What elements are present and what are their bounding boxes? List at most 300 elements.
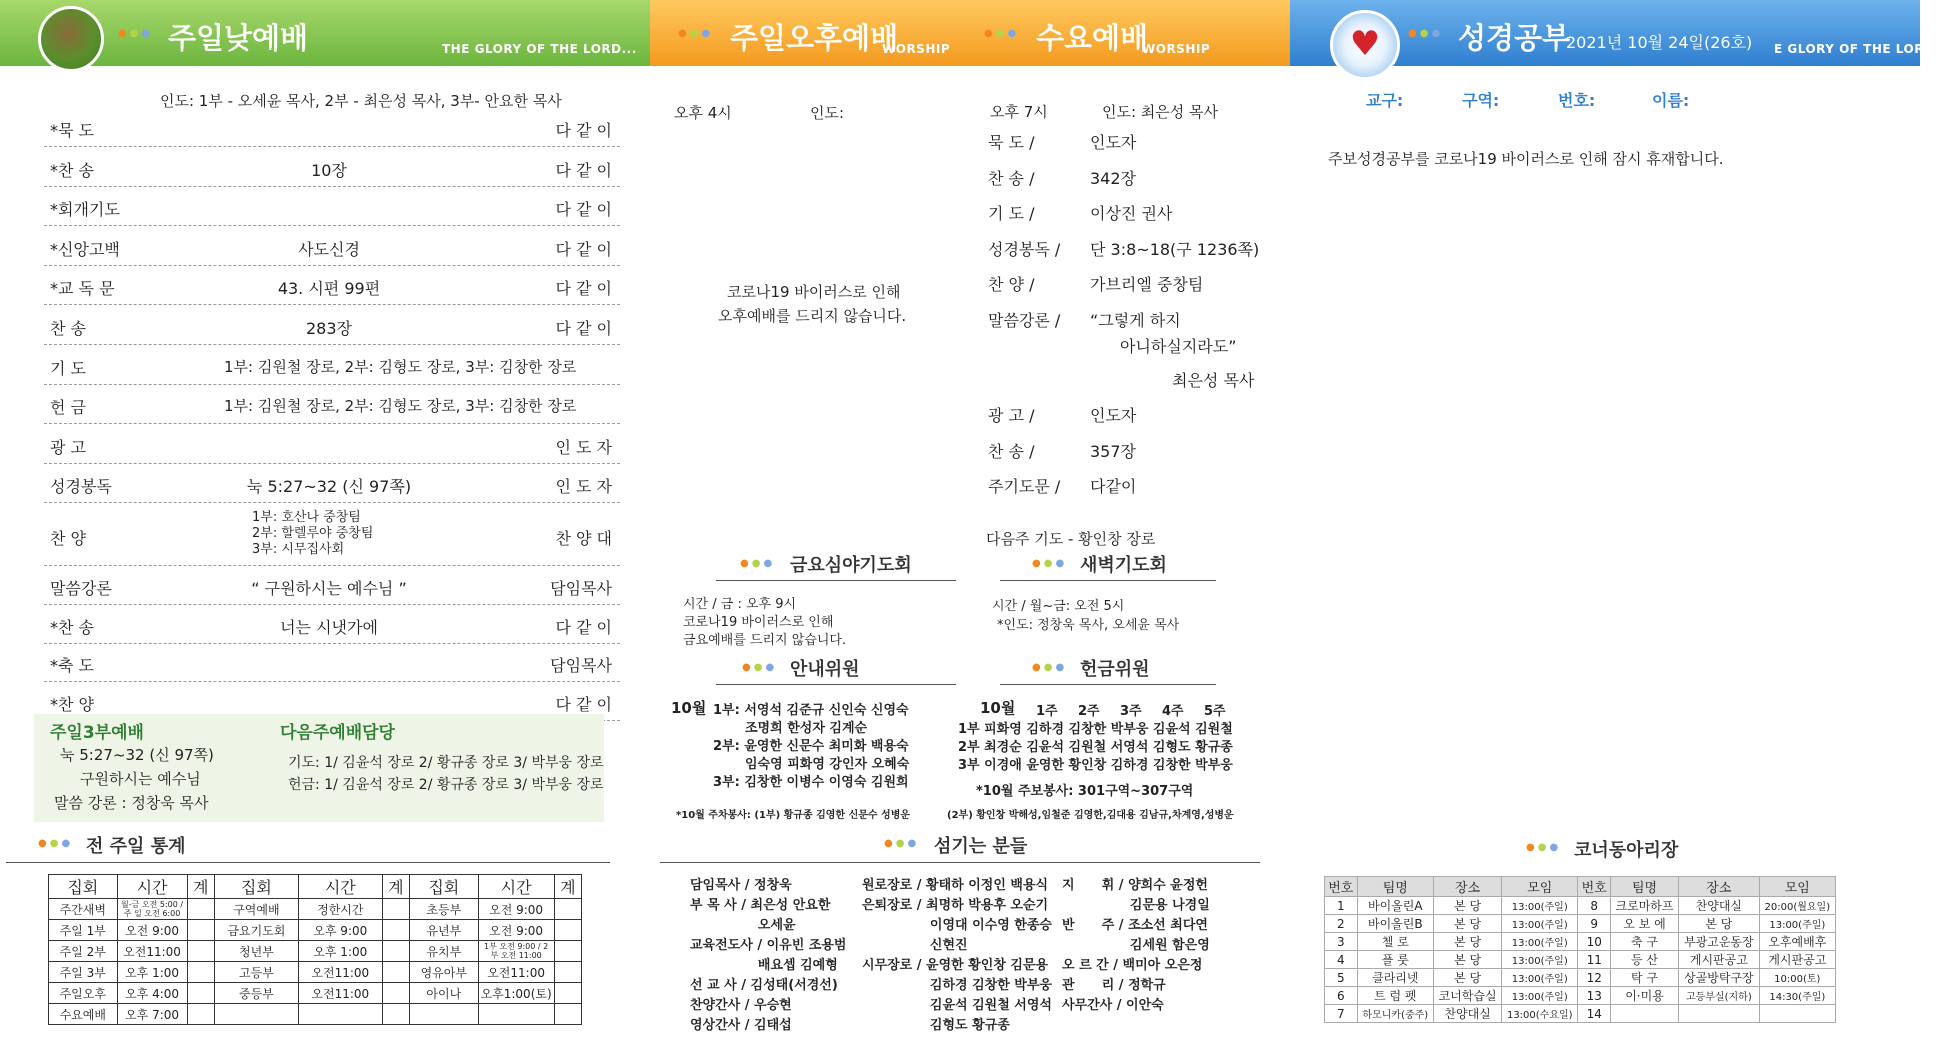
order-content: 10장 [311, 160, 347, 180]
servant-line: 배요셉 김예형 [690, 958, 838, 973]
table-row [49, 962, 582, 983]
clubs-cell: 2 [1325, 915, 1358, 933]
servant-line: 이영대 이수영 한종승 [862, 918, 1052, 933]
stats-cell [554, 920, 581, 941]
order-label: 말씀강론 [50, 579, 112, 598]
stats-cell: 오전11:00 [298, 962, 382, 983]
servant-line: 원로장로 / 황태하 이정인 백용식 [862, 878, 1049, 893]
wednesday-subtitle: WORSHIP [1142, 42, 1211, 56]
servant-line: 김형도 황규종 [862, 1018, 1010, 1033]
clubs-cell: 크로마하프 [1610, 897, 1678, 915]
table-row [1325, 933, 1836, 951]
bible-subtitle: E GLORY OF THE LORD... [1774, 42, 1950, 56]
clubs-header-cell: 장소 [1434, 877, 1502, 897]
clubs-cell: 13:00(주일) [1502, 915, 1578, 933]
table-row [49, 983, 582, 1004]
stats-cell: 오전 9:00 [478, 920, 554, 941]
third-service-speaker: 말씀 강론 : 정창욱 목사 [54, 794, 209, 812]
next-week-offering: 헌금: 1/ 김윤석 장로 2/ 황규종 장로 3/ 박부웅 장로 [288, 777, 604, 793]
clubs-cell: 게시판공고 [1679, 951, 1760, 969]
clubs-cell: 플 룻 [1357, 951, 1433, 969]
praise-team-line: 1부: 호산나 중창팀 [252, 510, 361, 525]
stats-cell: 유치부 [410, 941, 479, 962]
afternoon-notice: 코로나19 바이러스로 인해 [727, 283, 901, 301]
order-who: 다 같 이 [555, 279, 612, 299]
clubs-cell: 13:00(주일) [1502, 897, 1578, 915]
stats-cell: 오후1:00(토) [478, 983, 554, 1004]
afternoon-title: 주일오후예배 [730, 21, 899, 55]
wednesday-order-label: 성경봉독 / [988, 239, 1061, 259]
servant-line: 은퇴장로 / 최명하 박용후 오순기 [862, 898, 1049, 913]
divider [6, 862, 610, 863]
stats-cell: 주일 2부 [49, 941, 118, 962]
offering-bulletin: *10월 주보봉사: 301구역~307구역 [976, 784, 1194, 799]
order-row [44, 346, 620, 385]
clubs-cell: 14 [1578, 1005, 1611, 1023]
divider [1000, 580, 1216, 581]
praise-teams [252, 510, 373, 558]
afternoon-header [650, 0, 1290, 66]
deco-dots: ●●● [1526, 842, 1562, 853]
stats-header-cell: 시간 [117, 875, 187, 899]
offering-parking: (2부) 황인창 박해성,임철준 김영한,김대용 김남규,차계영,성병운 [947, 810, 1234, 821]
servant-line: 선 교 사 / 김성태(서경선) [690, 978, 838, 993]
field-number: 번호: [1558, 91, 1596, 110]
wednesday-time: 오후 7시 [990, 103, 1048, 121]
clubs-cell: 6 [1325, 987, 1358, 1005]
friday-time: 시간 / 금 : 오후 9시 [683, 597, 797, 612]
servants-title: 섬기는 분들 [934, 836, 1028, 857]
divider [660, 862, 1260, 863]
order-label: 성경봉독 [50, 477, 112, 497]
stats-cell [554, 1004, 581, 1025]
stats-cell: 주일 3부 [49, 962, 118, 983]
stats-cell: 아이나 [410, 983, 479, 1004]
offering-week: 5주 [1204, 704, 1226, 719]
servants-column [1062, 876, 1210, 1016]
servant-line: 오 르 간 / 백미아 오은정 [1062, 958, 1203, 973]
servant-line: 찬양간사 / 우승현 [690, 998, 792, 1013]
stats-cell [187, 941, 214, 962]
clubs-cell: 고등부실(지하) [1679, 987, 1760, 1005]
clubs-cell: 13:00(수요일) [1502, 1005, 1578, 1023]
order-row [44, 464, 620, 503]
wednesday-order-label: 묵 도 / [988, 133, 1035, 152]
wednesday-order-value: 357장 [1090, 441, 1136, 461]
order-label: *회개기도 [50, 200, 120, 220]
guide-line: 조명희 한성자 김계순 [745, 721, 868, 736]
stats-cell: 월-금 오전 5:00 / 주 일 오전 6:00 [117, 899, 187, 920]
servant-line: 김문용 나경일 [1062, 898, 1210, 913]
wednesday-order-label: 광 고 / [988, 406, 1035, 425]
servant-line: 사무간사 / 이안숙 [1062, 998, 1164, 1013]
table-row [1325, 951, 1836, 969]
order-label: 기 도 [50, 358, 86, 378]
stats-cell: 중등부 [214, 983, 298, 1004]
heart-hands-icon: ♥ [1330, 10, 1400, 80]
clubs-cell: 바이올린A [1357, 897, 1433, 915]
stats-header-cell: 집회 [410, 875, 479, 899]
clubs-cell: 7 [1325, 1005, 1358, 1023]
stats-header-cell: 계 [187, 875, 214, 899]
order-label: 광 고 [50, 437, 86, 457]
wednesday-order-value: 다같이 [1090, 477, 1137, 496]
guide-line: 임숙영 피화영 강인자 오혜숙 [745, 757, 910, 772]
clubs-cell [1759, 1005, 1835, 1023]
wednesday-order-label: 찬 송 / [988, 441, 1035, 461]
servant-line: 부 목 사 / 최은성 안요한 [690, 898, 831, 913]
servant-line: 반 주 / 조소선 최다연 [1062, 918, 1208, 933]
order-who: 다 같 이 [555, 160, 612, 180]
next-week-prayer: 기도: 1/ 김윤석 장로 2/ 황규종 장로 3/ 박부웅 장로 [288, 755, 604, 771]
offering-week: 3주 [1120, 704, 1142, 719]
clubs-cell: 1 [1325, 897, 1358, 915]
clubs-cell: 본 당 [1434, 933, 1502, 951]
clubs-cell: 5 [1325, 969, 1358, 987]
clubs-cell: 본 당 [1679, 915, 1760, 933]
stats-title: 전 주일 통계 [86, 836, 186, 857]
clubs-cell: 상골방탁구장 [1679, 969, 1760, 987]
clubs-cell: 13:00(주일) [1759, 915, 1835, 933]
clubs-cell: 바이올린B [1357, 915, 1433, 933]
clubs-table [1324, 876, 1836, 1023]
clubs-cell: 본 당 [1434, 915, 1502, 933]
stats-cell [187, 1004, 214, 1025]
dawn-leader: *인도: 정창욱 목사, 오세윤 목사 [997, 618, 1180, 633]
wednesday-sermon-cont: 아니하실지라도” [1120, 337, 1237, 356]
servant-line: 신현진 [862, 938, 968, 953]
servants-column [690, 876, 846, 1036]
clubs-header-cell: 팀명 [1610, 877, 1678, 897]
third-service-title: 주일3부예배 [50, 723, 144, 743]
stats-cell: 고등부 [214, 962, 298, 983]
order-label: *찬 양 [50, 694, 94, 714]
order-who: 찬 양 대 [555, 529, 612, 548]
order-label: 찬 양 [50, 529, 86, 548]
stats-cell [187, 920, 214, 941]
third-service-sermon: 구원하시는 예수님 [80, 770, 201, 788]
table-row [1325, 915, 1836, 933]
deco-dots: ●●● [1408, 28, 1444, 39]
clubs-cell: 본 당 [1434, 951, 1502, 969]
friday-notice: 코로나19 바이러스로 인해 [683, 615, 834, 630]
stats-cell [187, 899, 214, 920]
clubs-cell: 부광고운동장 [1679, 933, 1760, 951]
order-row [44, 266, 620, 305]
order-label: *신앙고백 [50, 239, 120, 259]
wednesday-order-label: 찬 송 / [988, 168, 1035, 188]
stats-cell [382, 920, 409, 941]
offering-line: 3부 이경애 윤영한 황인창 김하경 김창한 박부웅 [958, 758, 1233, 773]
clubs-header-cell: 번호 [1578, 877, 1611, 897]
stats-header-cell: 계 [382, 875, 409, 899]
stats-cell: 주간새벽 [49, 899, 118, 920]
wednesday-order-value: 단 3:8~18(구 1236쪽) [1090, 239, 1260, 259]
guide-parking: *10월 주차봉사: (1부) 황규종 김영한 신문수 성병운 [676, 810, 911, 821]
order-content: 1부: 김원철 장로, 2부: 김형도 장로, 3부: 김창한 장로 [224, 357, 577, 376]
wednesday-order-value: “그렇게 하지 [1090, 310, 1181, 330]
wednesday-order-label: 기 도 / [988, 204, 1035, 223]
third-service-verse: 눅 5:27~32 (신 97쪽) [60, 746, 214, 764]
stats-table [48, 874, 582, 1025]
clubs-header-cell: 장소 [1679, 877, 1760, 897]
table-row [1325, 897, 1836, 915]
clubs-cell: 8 [1578, 897, 1611, 915]
clubs-cell: 20:00(월요일) [1759, 897, 1835, 915]
servant-line: 김세원 함은영 [1062, 938, 1210, 953]
clubs-cell: 코너학습실 [1434, 987, 1502, 1005]
clubs-cell: 3 [1325, 933, 1358, 951]
sunday-header [0, 0, 650, 66]
clubs-cell: 게시판공고 [1759, 951, 1835, 969]
stats-cell: 오전 9:00 [478, 899, 554, 920]
stats-cell: 오후 9:00 [298, 920, 382, 941]
stats-cell [382, 899, 409, 920]
clubs-cell: 오후예배후 [1759, 933, 1835, 951]
order-label: *찬 송 [50, 160, 94, 180]
order-row [44, 148, 620, 187]
deco-dots: ●●● [38, 838, 74, 849]
order-content: 283장 [306, 319, 352, 338]
stats-cell: 오전11:00 [117, 941, 187, 962]
offering-line: 1부 피화영 김하경 김창한 박부웅 김윤석 김원철 [958, 722, 1233, 737]
table-row [1325, 987, 1836, 1005]
clubs-cell: 찬양대실 [1679, 897, 1760, 915]
stats-cell [382, 941, 409, 962]
field-zone: 구역: [1462, 91, 1500, 110]
deco-dots: ●●● [678, 28, 714, 39]
clubs-cell: 13:00(주일) [1502, 987, 1578, 1005]
order-content: “ 구원하시는 예수님 ” [251, 579, 407, 598]
order-who: 다 같 이 [555, 239, 612, 259]
offering-week: 2주 [1078, 704, 1100, 719]
guide-line: 2부: 윤영한 신문수 최미화 백용숙 [713, 739, 909, 754]
order-who: 다 같 이 [555, 121, 612, 140]
clubs-cell: 오 보 에 [1610, 915, 1678, 933]
deco-dots: ●●● [884, 838, 920, 849]
order-label: 헌 금 [50, 398, 86, 418]
clubs-cell: 클라리넷 [1357, 969, 1433, 987]
deco-dots: ●●● [118, 28, 154, 39]
offering-line: 2부 최경순 김윤석 김원철 서영석 김형도 황규종 [958, 740, 1233, 755]
clubs-cell: 13:00(주일) [1502, 969, 1578, 987]
clubs-cell: 10 [1578, 933, 1611, 951]
deco-dots: ●●● [984, 28, 1020, 39]
bulletin-date: 2021년 10월 24일(26호) [1566, 33, 1753, 52]
stats-cell: 영유아부 [410, 962, 479, 983]
clubs-cell [1610, 1005, 1678, 1023]
servant-line: 지 휘 / 양희수 윤정헌 [1062, 878, 1208, 893]
clubs-cell: 12 [1578, 969, 1611, 987]
servant-line: 영상간사 / 김태섭 [690, 1018, 792, 1033]
guide-month: 10월 [671, 699, 707, 717]
table-row [49, 920, 582, 941]
guide-line: 3부: 김창한 이병수 이영숙 김원희 [713, 775, 909, 790]
friday-title: 금요심야기도회 [790, 555, 912, 576]
order-who: 담임목사 [550, 656, 612, 675]
wednesday-order-value: 인도자 [1090, 133, 1137, 152]
clubs-cell: 하모니카(중주) [1357, 1005, 1433, 1023]
guide-line: 1부: 서영석 김준규 신인숙 신영숙 [713, 703, 909, 718]
order-content: 너는 시냇가에 [280, 617, 378, 637]
bible-notice: 주보성경공부를 코로나19 바이러스로 인해 잠시 휴재합니다. [1328, 150, 1724, 168]
clubs-cell [1679, 1005, 1760, 1023]
stats-cell: 청년부 [214, 941, 298, 962]
wednesday-speaker: 최은성 목사 [1172, 371, 1255, 390]
clubs-cell: 9 [1578, 915, 1611, 933]
clubs-cell: 13:00(주일) [1502, 933, 1578, 951]
praise-team-line: 2부: 할렐루야 중창팀 [252, 526, 374, 541]
clubs-cell: 등 산 [1610, 951, 1678, 969]
order-who: 다 같 이 [555, 200, 612, 220]
clubs-header-cell: 모임 [1502, 877, 1578, 897]
stats-cell: 주일 1부 [49, 920, 118, 941]
offering-title: 헌금위원 [1080, 659, 1150, 680]
stats-cell [382, 962, 409, 983]
wednesday-order-value: 342장 [1090, 168, 1136, 188]
table-row [49, 1004, 582, 1025]
order-row [44, 306, 620, 345]
order-who: 인 도 자 [555, 437, 612, 457]
afternoon-notice: 오후예배를 드리지 않습니다. [718, 307, 907, 325]
stats-cell: 초등부 [410, 899, 479, 920]
divider [1000, 684, 1216, 685]
servant-line: 오세윤 [690, 918, 796, 933]
divider [716, 684, 956, 685]
clubs-cell: 찬양대실 [1434, 1005, 1502, 1023]
wednesday-order-value: 인도자 [1090, 406, 1137, 425]
stats-cell [554, 941, 581, 962]
clubs-cell: 13 [1578, 987, 1611, 1005]
clubs-header-cell: 팀명 [1357, 877, 1433, 897]
order-content: 사도신경 [298, 239, 360, 259]
stats-cell: 오후 1:00 [298, 941, 382, 962]
wednesday-order-value: 가브리엘 중창팀 [1090, 275, 1204, 294]
order-row [44, 504, 620, 566]
stats-cell [478, 1004, 554, 1025]
stats-cell: 오전11:00 [478, 962, 554, 983]
clubs-cell: 14:30(주일) [1759, 987, 1835, 1005]
stats-cell: 주일오후 [49, 983, 118, 1004]
table-row [1325, 1005, 1836, 1023]
clubs-cell: 10:00(토) [1759, 969, 1835, 987]
sunday-leaders: 인도: 1부 - 오세윤 목사, 2부 - 최은성 목사, 3부- 안요한 목사 [160, 92, 562, 110]
offering-month: 10월 [980, 699, 1016, 717]
field-name: 이름: [1652, 91, 1690, 110]
deco-dots: ●●● [740, 558, 776, 569]
offering-week: 1주 [1036, 704, 1058, 719]
stats-cell: 유년부 [410, 920, 479, 941]
offering-week: 4주 [1162, 704, 1184, 719]
wednesday-title: 수요예배 [1036, 21, 1149, 55]
servant-line: 시무장로 / 윤영한 황인창 김문용 [862, 958, 1049, 973]
order-who: 다 같 이 [555, 617, 612, 637]
wednesday-order-label: 주기도문 / [988, 477, 1061, 496]
field-district: 교구: [1366, 91, 1404, 110]
clubs-cell: 이·미용 [1610, 987, 1678, 1005]
afternoon-subtitle: WORSHIP [882, 42, 951, 56]
deco-dots: ●●● [742, 662, 778, 673]
stats-header-cell: 집회 [214, 875, 298, 899]
order-who: 인 도 자 [555, 477, 612, 497]
stats-cell: 오후 7:00 [117, 1004, 187, 1025]
clubs-header-cell: 모임 [1759, 877, 1835, 897]
afternoon-time: 오후 4시 [674, 104, 732, 122]
stats-cell: 오전 9:00 [117, 920, 187, 941]
stats-cell [187, 983, 214, 1004]
clubs-cell: 축 구 [1610, 933, 1678, 951]
servant-line: 김윤석 김원철 서영석 [862, 998, 1052, 1013]
stats-cell: 구역예배 [214, 899, 298, 920]
order-label: *교 독 문 [50, 279, 115, 299]
stats-cell: 오전11:00 [298, 983, 382, 1004]
clubs-cell: 본 당 [1434, 969, 1502, 987]
clubs-cell: 4 [1325, 951, 1358, 969]
stats-header-cell: 집회 [49, 875, 118, 899]
servants-column [862, 876, 1052, 1036]
stats-cell [298, 1004, 382, 1025]
order-label: 찬 송 [50, 319, 86, 338]
stats-cell [187, 962, 214, 983]
order-label: *찬 송 [50, 617, 94, 637]
dawn-title: 새벽기도회 [1080, 555, 1167, 576]
servant-line: 김하경 김창한 박부웅 [862, 978, 1052, 993]
table-row [49, 941, 582, 962]
order-row [44, 643, 620, 682]
stats-header-cell: 계 [554, 875, 581, 899]
friday-notice: 금요예배를 드리지 않습니다. [683, 633, 847, 648]
stats-cell [554, 962, 581, 983]
order-row [44, 385, 620, 424]
wednesday-order-label: 말씀강론 / [988, 310, 1061, 330]
guide-title: 안내위원 [790, 659, 860, 680]
next-prayer: 다음주 기도 - 황인창 장로 [986, 530, 1156, 548]
stats-cell [554, 899, 581, 920]
order-row [44, 605, 620, 644]
clubs-cell: 11 [1578, 951, 1611, 969]
praise-team-line: 3부: 시무집사회 [252, 542, 345, 557]
next-week-title: 다음주예배담당 [280, 723, 395, 743]
stats-cell: 수요예배 [49, 1004, 118, 1025]
stats-header-cell: 시간 [298, 875, 382, 899]
clubs-header-cell: 번호 [1325, 877, 1358, 897]
order-content: 눅 5:27~32 (신 97쪽) [246, 477, 412, 497]
order-row [44, 108, 620, 147]
bible-title: 성경공부 [1458, 21, 1571, 55]
stats-cell [382, 983, 409, 1004]
clubs-cell: 탁 구 [1610, 969, 1678, 987]
order-label: *묵 도 [50, 121, 94, 140]
order-content: 43. 시편 99편 [277, 279, 381, 299]
stats-cell: 정한시간 [298, 899, 382, 920]
dawn-time: 시간 / 월~금: 오전 5시 [992, 599, 1125, 614]
order-row [44, 227, 620, 266]
order-label: *축 도 [50, 656, 94, 675]
stats-cell [410, 1004, 479, 1025]
order-row [44, 187, 620, 226]
divider [716, 580, 956, 581]
wednesday-order-label: 찬 양 / [988, 275, 1035, 294]
order-who: 다 같 이 [555, 319, 612, 338]
clubs-cell: 첼 로 [1357, 933, 1433, 951]
hands-plant-icon [38, 6, 104, 72]
order-content: 1부: 김원철 장로, 2부: 김형도 장로, 3부: 김창한 장로 [224, 397, 577, 416]
servant-line: 담임목사 / 정창욱 [690, 878, 792, 893]
deco-dots: ●●● [1032, 662, 1068, 673]
clubs-cell: 본 당 [1434, 897, 1502, 915]
stats-cell: 금요기도회 [214, 920, 298, 941]
stats-cell: 오후 1:00 [117, 962, 187, 983]
